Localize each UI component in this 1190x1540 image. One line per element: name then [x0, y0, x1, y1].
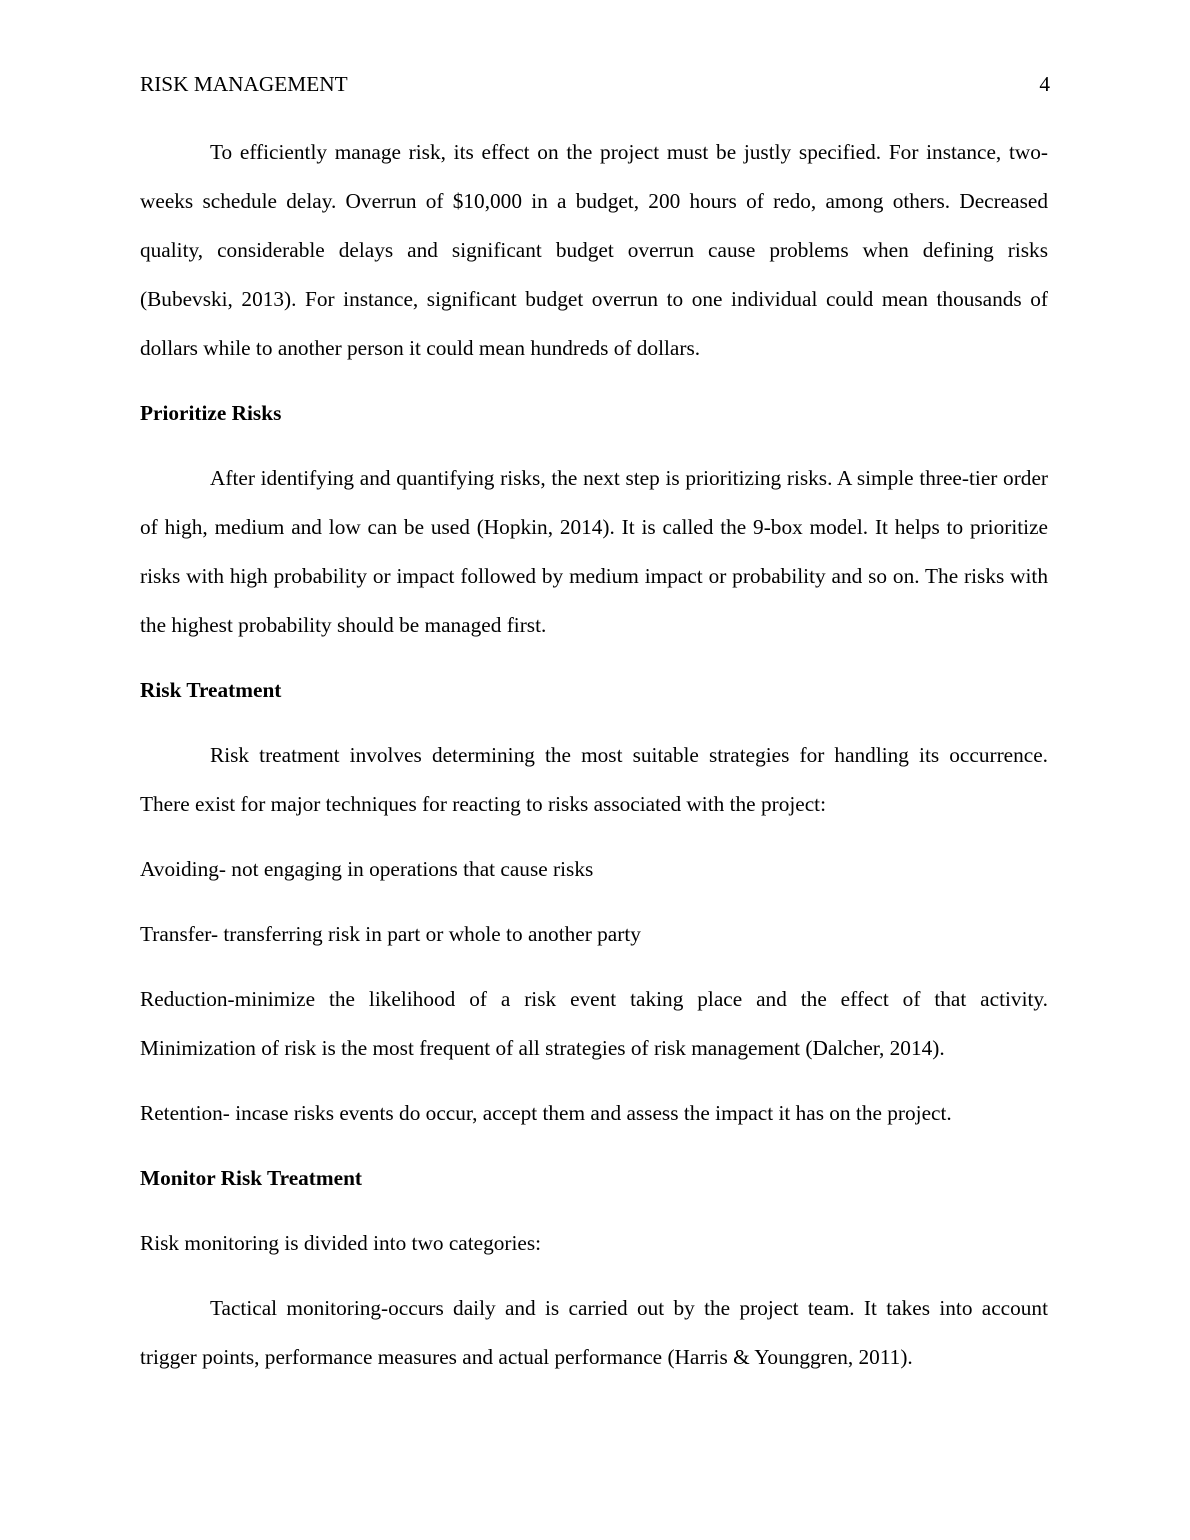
page-number: 4 [1039, 72, 1050, 96]
heading-prioritize-risks: Prioritize Risks [140, 401, 282, 425]
paragraph-monitoring-intro: Risk monitoring is divided into two categories: [140, 1231, 542, 1255]
running-head: RISK MANAGEMENT [140, 72, 348, 96]
paragraph-treatment: Risk treatment involves determining the most suitable strategies for handling its occurrence. There exist for major techniques for reacting to risks associated with the project: [140, 743, 1048, 816]
technique-retention: Retention- incase risks events do occur, accept them and assess the impact it has on the project. [140, 1101, 952, 1125]
page-header [140, 70, 1050, 98]
paragraph-prioritize: After identifying and quantifying risks, the next step is prioritizing risks. A simple three-tier order of high, medium and low can be used (Hopkin, 2014). It is called the 9-box model. It helps to prioritize risks with high probability or impact followed by medium impact or probability and so on. The risks with the highest probability should be managed first. [140, 466, 1048, 637]
technique-avoiding: Avoiding- not engaging in operations that cause risks [140, 857, 594, 881]
document-body [140, 128, 1048, 1382]
technique-reduction: Reduction-minimize the likelihood of a risk event taking place and the effect of that activity. Minimization of risk is the most frequent of all strategies of risk management (Dalcher, 2014). [140, 987, 1048, 1060]
paragraph-tactical-monitoring: Tactical monitoring-occurs daily and is carried out by the project team. It takes into account trigger points, performance measures and actual performance (Harris & Younggren, 2011). [140, 1296, 1048, 1369]
technique-transfer: Transfer- transferring risk in part or whole to another party [140, 922, 641, 946]
heading-risk-treatment: Risk Treatment [140, 678, 282, 702]
paragraph-risk-effect: To efficiently manage risk, its effect on the project must be justly specified. For instance, two-weeks schedule delay. Overrun of $10,000 in a budget, 200 hours of redo, among others. Decreased quality, considerable delays and significant budget overrun cause problems when defining risks (Bubevski, 2013). For instance, significant budget overrun to one individual could mean thousands of dollars while to another person it could mean hundreds of dollars. [140, 140, 1048, 360]
heading-monitor-risk-treatment: Monitor Risk Treatment [140, 1166, 363, 1190]
